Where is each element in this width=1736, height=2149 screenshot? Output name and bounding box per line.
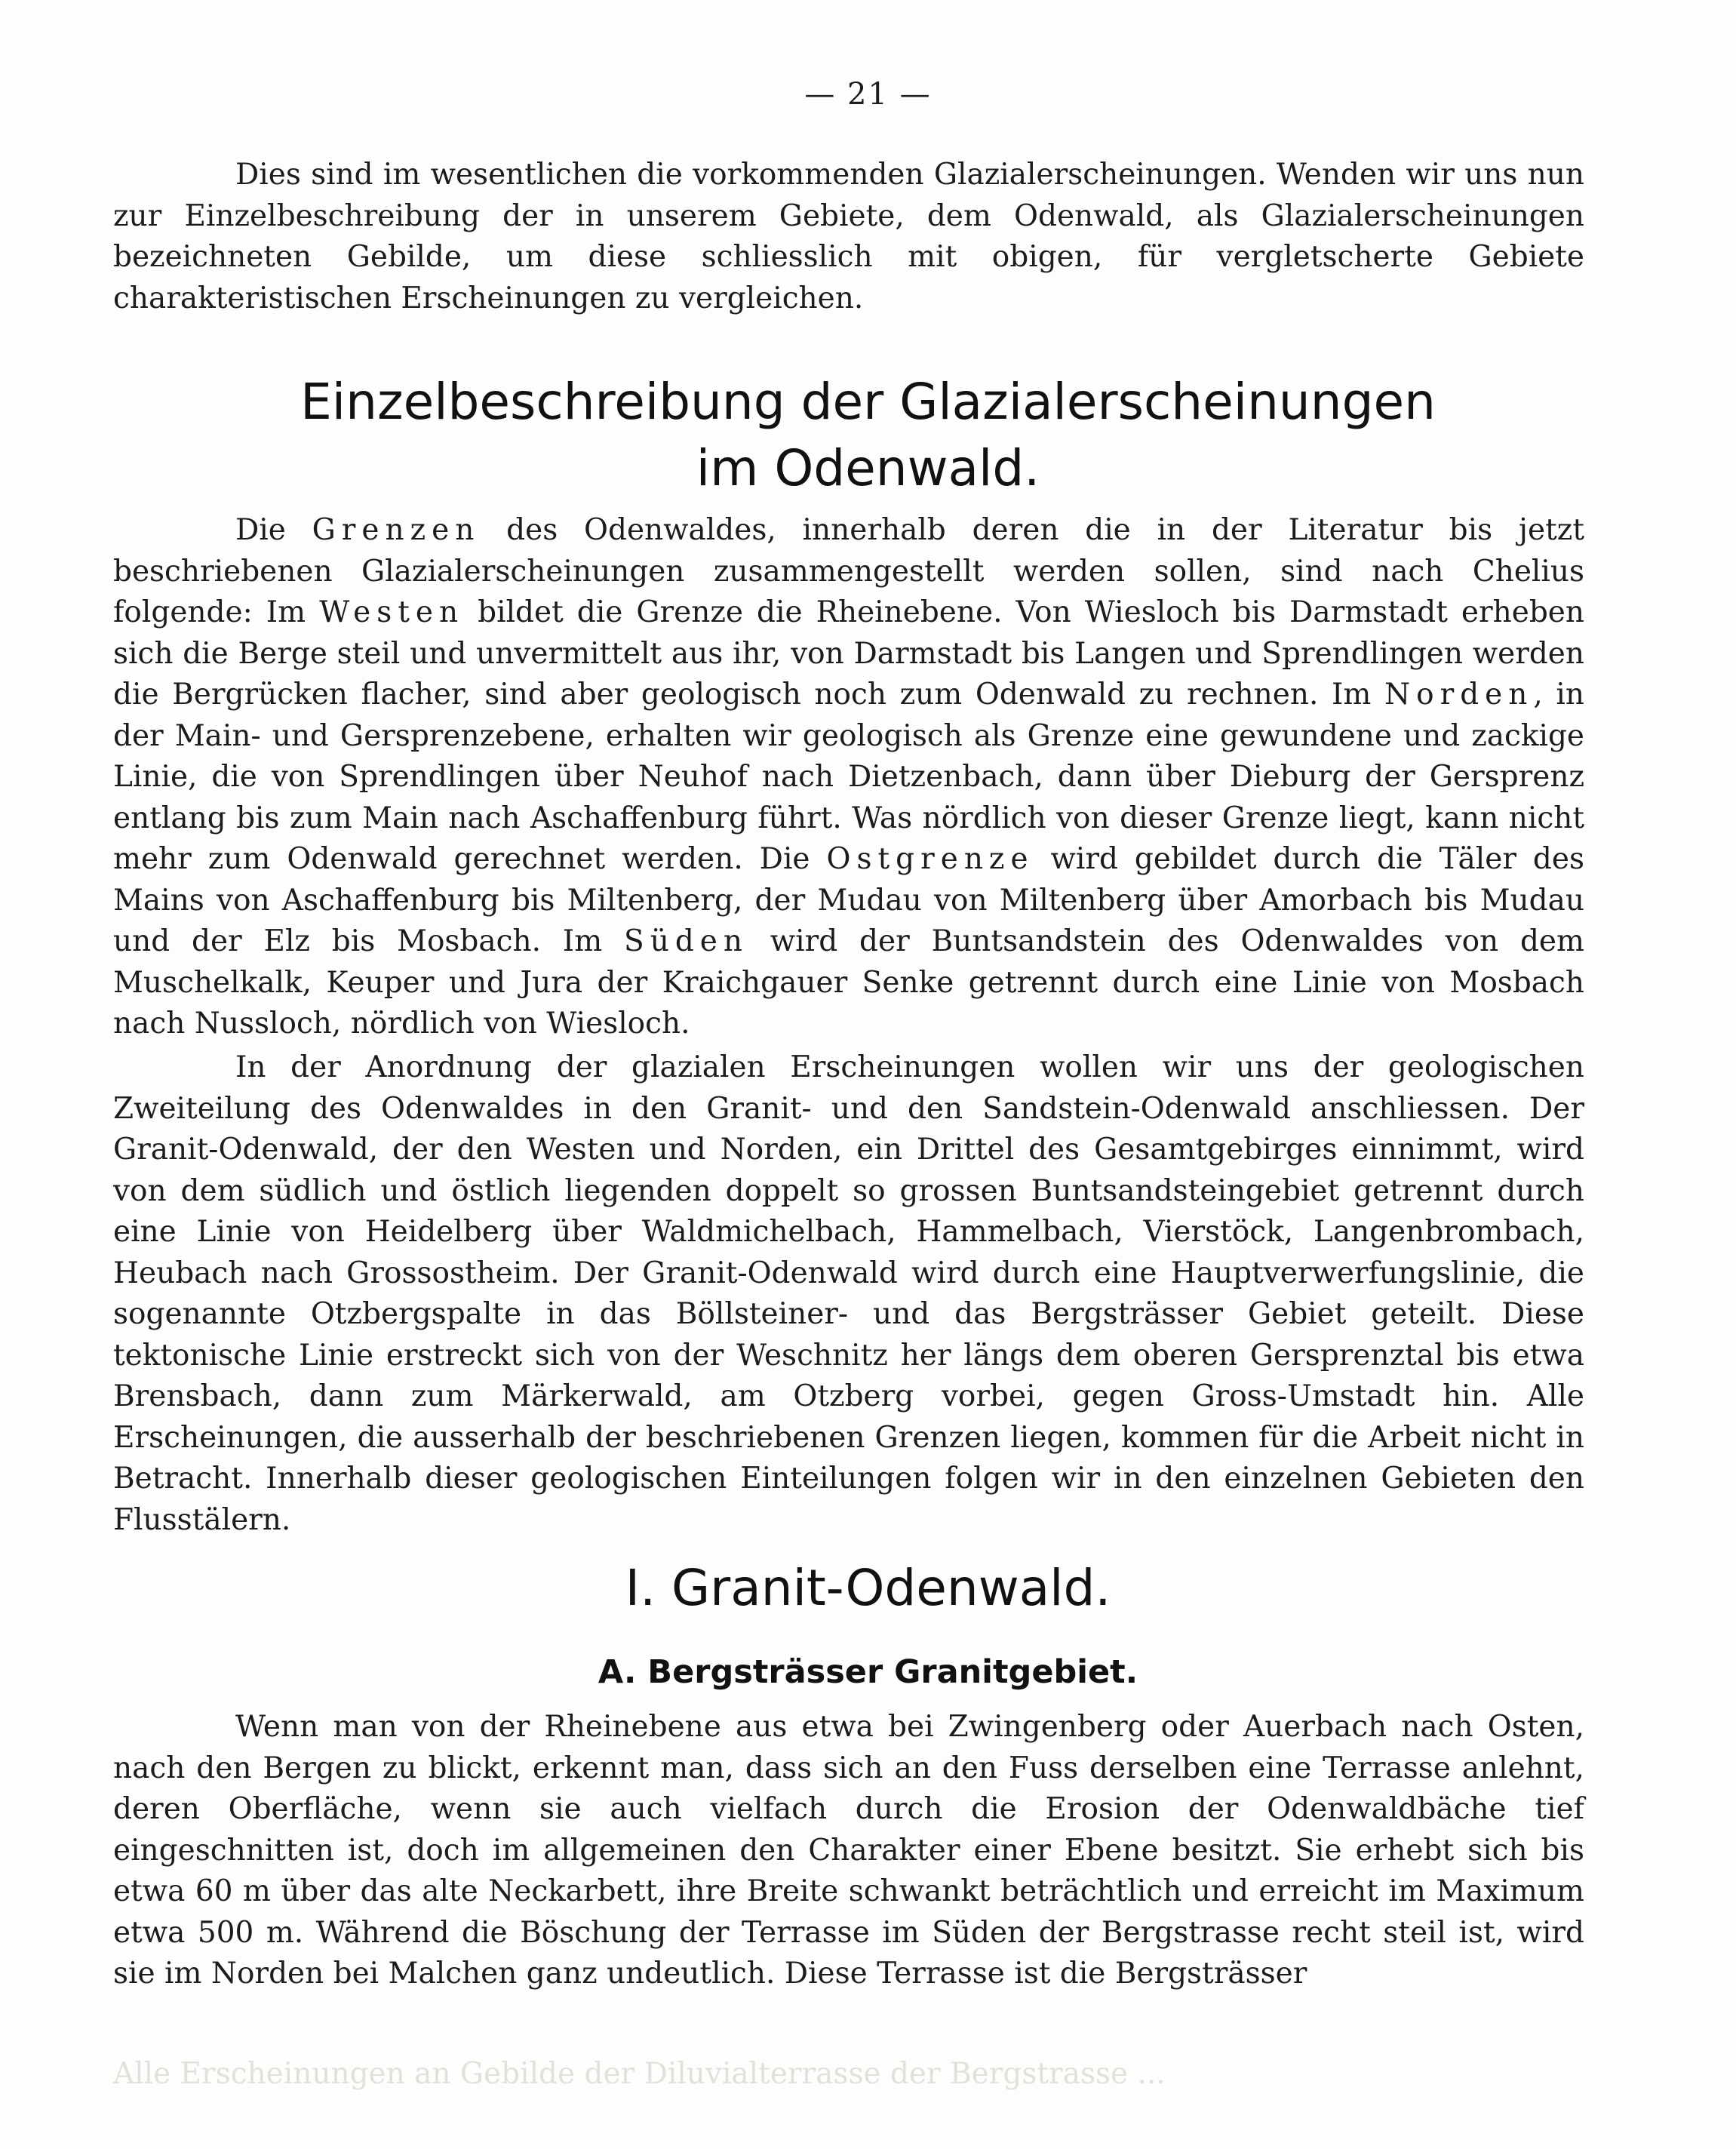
- term-ostgrenze: Ostgrenze: [826, 842, 1034, 876]
- para1-s4: wird gebildet durch die Täler des Mains von Aschaffenburg bis Miltenberg, der Mudau von Miltenberg über Amorbach bis Mudau und der Elz bis Mosbach. Im: [113, 842, 1584, 958]
- term-westen: Westen: [319, 595, 465, 629]
- para1-s2: bildet die Grenze die Rheinebene. Von Wiesloch bis Darmstadt erheben sich die Berge steil und unvermittelt aus ihr, von Darmstadt bis Langen und Sprendlingen werden die Bergrücken flacher, sind aber geologisch noch zum Odenwald zu rechnen. Im: [113, 595, 1585, 712]
- subsection-heading: A. Bergsträsser Granitgebiet.: [598, 1653, 1138, 1691]
- boundaries-paragraph: [113, 510, 1584, 1045]
- term-sueden: Süden: [623, 924, 748, 958]
- main-heading-line-1: Einzelbeschreibung der Glazialerscheinungen: [300, 373, 1436, 431]
- term-norden: Norden: [1384, 678, 1534, 712]
- para1-s3: , in der Main- und Gersprenzebene, erhalten wir geologisch als Grenze eine gewundene und zackige Linie, die von Sprendlingen über Neuhof nach Dietzenbach, dann über Dieburg der Gersprenz entlang bis zum Main nach Aschaffenburg führt. Was nördlich von dieser Grenze liegt, kann nicht mehr zum Odenwald gerechnet werden. Die: [113, 678, 1584, 876]
- section-heading: I. Granit-Odenwald.: [625, 1559, 1111, 1617]
- intro-paragraph: Dies sind im wesentlichen die vorkommenden Glazialerscheinungen. Wenden wir uns nun zur Einzelbeschreibung der in unserem Gebiete, dem Odenwald, als Glazialerscheinungen bezeichneten Gebilde, um diese schliesslich mit obigen, für vergletscherte Gebiete charakteristischen Erscheinungen zu vergleichen.: [113, 158, 1584, 315]
- para1-s1-post: des Odenwaldes, innerhalb deren die in der Literatur bis jetzt beschriebenen Glazialerscheinungen zusammengestellt werden sollen, sind nach Chelius folgende: Im: [113, 513, 1585, 629]
- term-grenzen: Grenzen: [312, 513, 481, 547]
- terrace-paragraph: Wenn man von der Rheinebene aus etwa bei Zwingenberg oder Auerbach nach Osten, nach den Bergen zu blickt, erkennt man, dass sich an den Fuss derselben eine Terrasse anlehnt, deren Oberfläche, wenn sie auch vielfach durch die Erosion der Odenwaldbäche tief eingeschnitten ist, doch im allgemeinen den Charakter einer Ebene besitzt. Sie erhebt sich bis etwa 60 m über das alte Neckarbett, ihre Breite schwankt beträchtlich und erreicht im Maximum etwa 500 m. Während die Böschung der Terrasse im Süden der Bergstrasse recht steil ist, wird sie im Norden bei Malchen ganz undeutlich. Diese Terrasse ist die Bergsträsser: [113, 1710, 1584, 1991]
- classification-paragraph: In der Anordnung der glazialen Erscheinungen wollen wir uns der geologischen Zweiteilung des Odenwaldes in den Granit- und den Sandstein-Odenwald anschliessen. Der Granit-Odenwald, der den Westen und Norden, ein Drittel des Gesamtgebirges einnimmt, wird von dem südlich und östlich liegenden doppelt so grossen Buntsandsteingebiet getrennt durch eine Linie von Heidelberg über Waldmichelbach, Hammelbach, Vierstöck, Langenbrombach, Heubach nach Grossostheim. Der Granit-Odenwald wird durch eine Hauptverwerfungslinie, die sogenannte Otzbergspalte in das Böllsteiner- und das Bergsträsser Gebiet geteilt. Diese tektonische Linie erstreckt sich von der Weschnitz her längs dem oberen Gersprenztal bis etwa Brensbach, dann zum Märkerwald, am Otzberg vorbei, gegen Gross-Umstadt hin. Alle Erscheinungen, die ausserhalb der beschriebenen Grenzen liegen, kommen für die Arbeit nicht in Betracht. Innerhalb dieser geologischen Einteilungen folgen wir in den einzelnen Gebieten den Flusstälern.: [113, 1050, 1584, 1537]
- bleed-through-text: Alle Erscheinungen an Gebilde der Diluvialterrasse der Bergstrasse ...: [113, 2057, 1166, 2091]
- page-number: — 21 —: [804, 77, 932, 112]
- para1-s5: wird der Buntsandstein des Odenwaldes von dem Muschelkalk, Keuper und Jura der Kraichgauer Senke getrennt durch eine Linie von Mosbach nach Nussloch, nördlich von Wiesloch.: [113, 924, 1584, 1041]
- para1-s1-pre: Die: [235, 513, 312, 547]
- main-heading-line-2: im Odenwald.: [696, 439, 1040, 497]
